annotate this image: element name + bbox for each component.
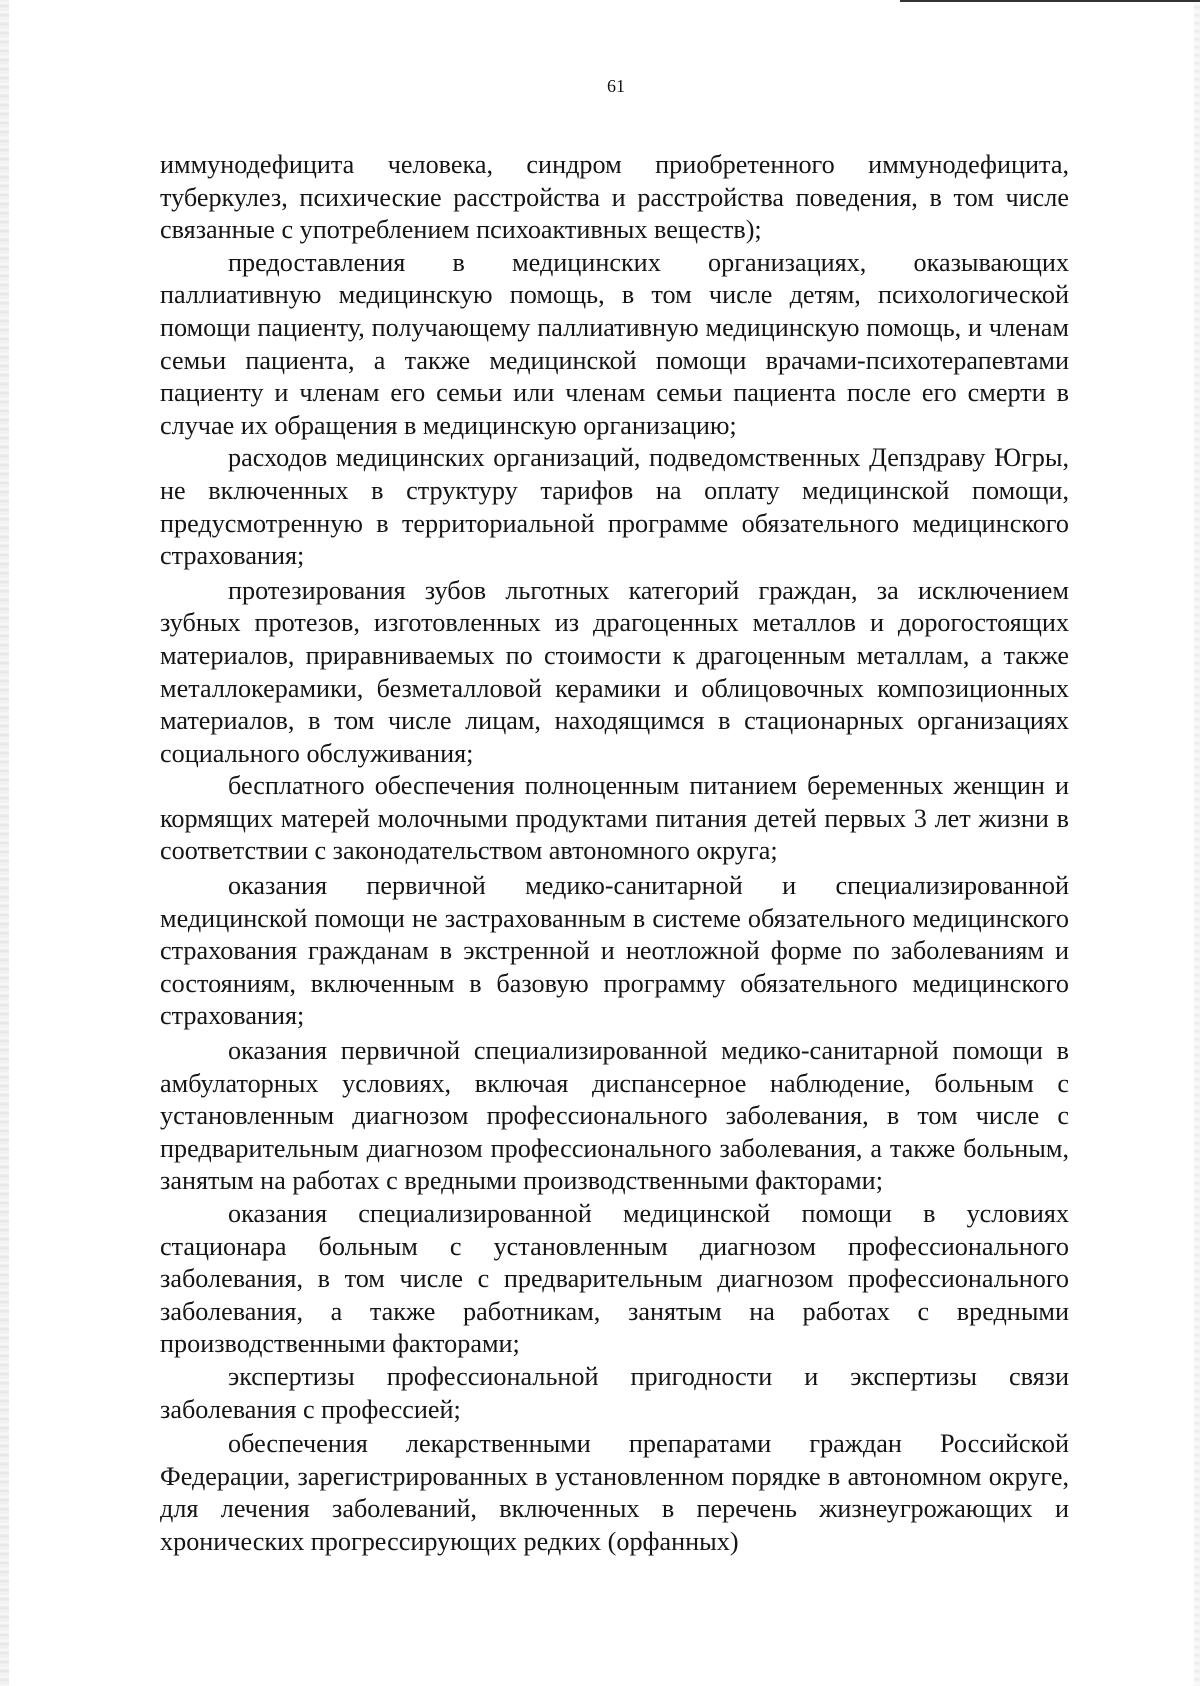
paragraph-5: бесплатного обеспечения полноценным питанием беременных женщин и кормящих матерей молочными продуктами питания детей первых 3 лет жизни в соответствии с законодательством автономного округа; bbox=[160, 771, 1069, 866]
paragraph-4: протезирования зубов льготных категорий граждан, за исключением зубных протезов, изготовленных из драгоценных металлов и дорогостоящих материалов, приравниваемых по стоимости к драгоценным металлам, а также металлокерамики, безметалловой керамики и облицовочных композиционных материалов, в том числе лицам, находящимся в стационарных организациях социального обслуживания; bbox=[160, 575, 1069, 768]
scan-edge-right bbox=[1194, 0, 1200, 1686]
page-body bbox=[160, 149, 1069, 1559]
paragraph-8: оказания специализированной медицинской помощи в условиях стационара больным с установленным диагнозом профессионального заболевания, в том числе с предварительным диагнозом профессионального заболевания, а также работникам, занятым на работах с вредными производственными факторами; bbox=[160, 1199, 1069, 1359]
paragraph-10: обеспечения лекарственными препаратами граждан Российской Федерации, зарегистрированных в установленном порядке в автономном округе, для лечения заболеваний, включенных в перечень жизнеугрожающих и хронических прогрессирующих редких (орфанных) bbox=[160, 1429, 1069, 1556]
scan-top-line bbox=[900, 0, 1200, 2]
paragraph-6: оказания первичной медико-санитарной и специализированной медицинской помощи не застрахованным в системе обязательного медицинского страхования гражданам в экстренной и неотложной форме по заболеваниям и состояниям, включенным в базовую программу обязательного медицинского страхования; bbox=[160, 871, 1069, 1031]
paragraph-7: оказания первичной специализированной медико-санитарной помощи в амбулаторных условиях, включая диспансерное наблюдение, больным с установленным диагнозом профессионального заболевания, в том числе с предварительным диагнозом профессионального заболевания, а также больным, занятым на работах с вредными производственными факторами; bbox=[160, 1036, 1069, 1196]
paragraph-1: иммунодефицита человека, синдром приобретенного иммунодефицита, туберкулез, психические расстройства и расстройства поведения, в том числе связанные с употреблением психоактивных веществ); bbox=[160, 150, 1069, 245]
paragraph-9: экспертизы профессиональной пригодности и экспертизы связи заболевания с профессией; bbox=[160, 1361, 1069, 1424]
paragraph-2: предоставления в медицинских организациях, оказывающих паллиативную медицинскую помощь, в том числе детям, психологической помощи пациенту, получающему паллиативную медицинскую помощь, и членам семьи пациента, а также медицинской помощи врачами-психотерапевтами пациенту и членам его семьи или членам семьи пациента после его смерти в случае их обращения в медицинскую организацию; bbox=[160, 247, 1069, 440]
page-number: 61 bbox=[607, 76, 625, 96]
scan-edge-left bbox=[0, 0, 9, 1686]
paragraph-3: расходов медицинских организаций, подведомственных Депздраву Югры, не включенных в структуру тарифов на оплату медицинской помощи, предусмотренную в территориальной программе обязательного медицинского страхования; bbox=[160, 443, 1069, 571]
